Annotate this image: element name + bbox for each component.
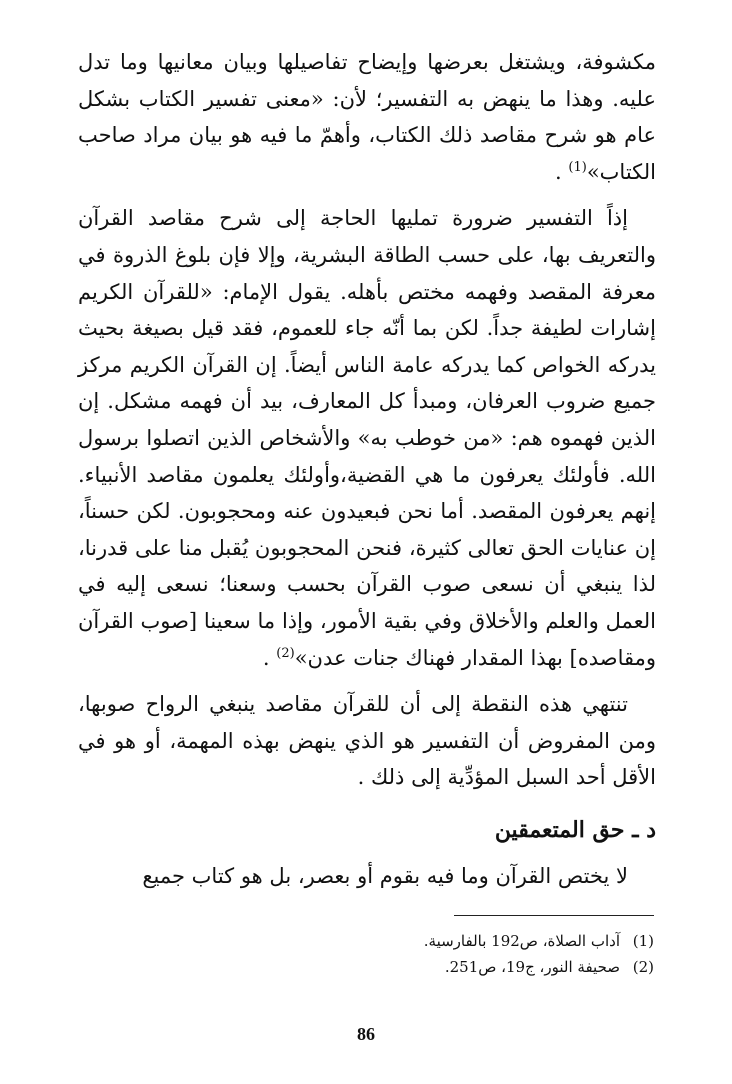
footnote-1-number: (1) (632, 932, 654, 950)
paragraph-3-text: تنتهي هذه النقطة إلى أن للقرآن مقاصد ينبغي الرواح صوبها، ومن المفروض أن التفسير هو الذي ينهض بهذه المهمة، أو هو في الأقل أحد السبل المؤدِّية إلى ذلك . (78, 692, 656, 790)
footnote-1-text: آداب الصلاة، ص192 بالفارسية. (423, 932, 620, 950)
section-heading: د ـ حق المتعمقين (494, 816, 656, 843)
paragraph-4: لا يختص القرآن وما فيه بقوم أو بعصر، بل هو كتاب جميع (142, 863, 628, 888)
footnotes (76, 928, 654, 980)
page-body (78, 44, 656, 894)
footnote-1 (76, 928, 654, 954)
footnote-2-number: (2) (632, 958, 654, 976)
page-number: 86 (357, 1024, 375, 1044)
paragraph-2 (78, 200, 656, 676)
paragraph-1-text: مكشوفة، ويشتغل بعرضها وإيضاح تفاصيلها وبيان معانيها وما تدل عليه. وهذا ما ينهض به التفسير؛ لأن: «معنى تفسير الكتاب بشكل عام هو شرح مقاصد ذلك الكتاب، وأهمّ ما فيه هو بيان مراد صاحب الكتاب» (78, 50, 656, 184)
footnote-ref-1[interactable]: (1) (568, 159, 587, 175)
footnote-divider (454, 915, 654, 916)
paragraph-1-end: . (555, 159, 569, 184)
footnote-2-text: صحيفة النور، ج19، ص251. (444, 958, 620, 976)
paragraph-1 (78, 44, 656, 190)
paragraph-2-text: إذاً التفسير ضرورة تمليها الحاجة إلى شرح مقاصد القرآن والتعريف بها، على حسب الطاقة البشرية، وإلا فإن بلوغ الذروة في معرفة المقصد وفهمه مختص بأهله. يقول الإمام: «للقرآن الكريم إشارات لطيفة جداً. لكن بما أنّه جاء للعموم، فقد قيل بصيغة بحيث يدركه الخواص كما يدركه عامة الناس أيضاً. إن القرآن الكريم مركز جميع ضروب العرفان، ومبدأ كل المعارف، بيد أن فهمه مشكل. إن الذين فهموه هم: «من خوطب به» والأشخاص الذين اتصلوا برسول الله. فأولئك يعرفون ما هي القضية،وأولئك يعلمون مقاصد الأنبياء. إنهم يعرفون المقصد. أما نحن فبعيدون عنه ومحجوبون. لكن حسناً، إن عنايات الحق تعالى كثيرة، فنحن المحجوبون يُقبل منا على قدرنا، لذا ينبغي أن نسعى صوب القرآن بحسب وسعنا؛ نسعى إليه في العمل والعلم والأخلاق وفي بقية الأمور، وإذا ما سعينا [صوب القرآن ومقاصده] بهذا المقدار فهناك جنات عدن» (78, 206, 657, 670)
paragraph-3 (78, 686, 656, 796)
paragraph-2-end: . (262, 645, 277, 670)
footnote-2 (76, 954, 654, 980)
footnote-ref-2[interactable]: (2) (276, 645, 295, 661)
